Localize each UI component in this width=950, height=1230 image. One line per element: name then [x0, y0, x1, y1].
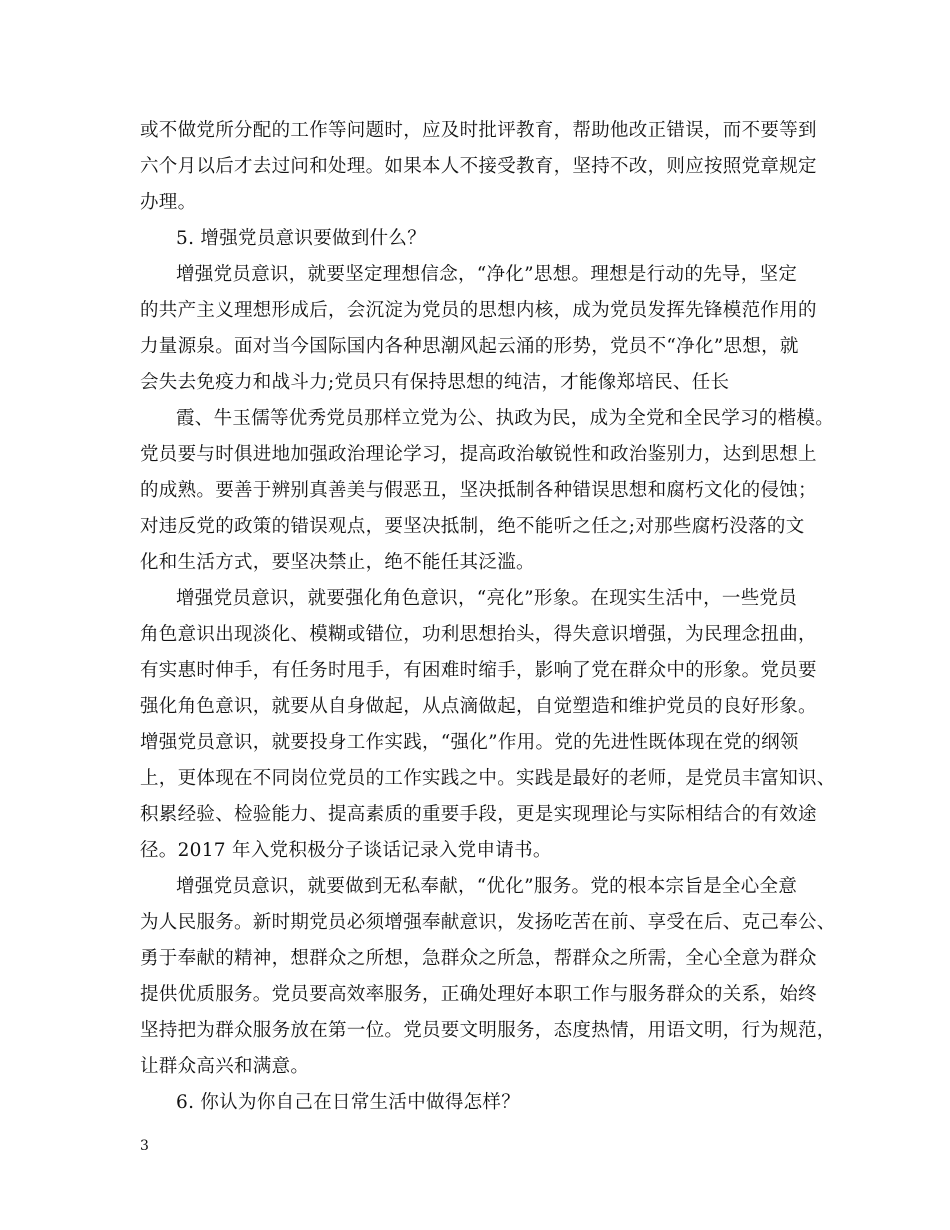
body-text-line: 上，更体现在不同岗位党员的工作实践之中。实践是最好的老师，是党员丰富知识、	[140, 768, 836, 789]
body-text-line: 勇于奉献的精神，想群众之所想，急群众之所急，帮群众之所需，全心全意为群众	[140, 948, 817, 969]
body-text-line: 有实惠时伸手，有任务时甩手，有困难时缩手，影响了党在群众中的形象。党员要	[140, 660, 817, 681]
body-text-line: 坚持把为群众服务放在第一位。党员要文明服务，态度热情，用语文明，行为规范，	[140, 1020, 836, 1041]
body-text-line: 对违反党的政策的错误观点，要坚决抵制，绝不能听之任之;对那些腐朽没落的文	[140, 516, 805, 537]
body-text-line: 增强党员意识，就要做到无私奉献，“优化”服务。党的根本宗旨是全心全意	[176, 876, 798, 897]
page-number: 3	[140, 1138, 149, 1154]
body-text-line: 或不做党所分配的工作等问题时，应及时批评教育，帮助他改正错误，而不要等到	[140, 120, 817, 141]
body-text-line: 的成熟。要善于辨别真善美与假恶丑，坚决抵制各种错误思想和腐朽文化的侵蚀；	[140, 480, 817, 501]
body-text-line: 力量源泉。面对当今国际国内各种思潮风起云涌的形势，党员不“净化”思想，就	[140, 336, 799, 357]
body-text-line: 增强党员意识，就要坚定理想信念，“净化”思想。理想是行动的先导，坚定	[176, 264, 798, 285]
body-text-line: 积累经验、检验能力、提高素质的重要手段，更是实现理论与实际相结合的有效途	[140, 804, 817, 825]
body-text-line: 强化角色意识，就要从自身做起，从点滴做起，自觉塑造和维护党员的良好形象。	[140, 696, 817, 717]
body-text-line: 的共产主义理想形成后，会沉淀为党员的思想内核，成为党员发挥先锋模范作用的	[140, 300, 817, 321]
body-text-line: 增强党员意识，就要投身工作实践，“强化”作用。党的先进性既体现在党的纲领	[140, 732, 799, 753]
body-text-line: 提供优质服务。党员要高效率服务，正确处理好本职工作与服务群众的关系，始终	[140, 984, 817, 1005]
question-heading: 5. 增强党员意识要做到什么？	[176, 228, 427, 249]
body-text-line: 会失去免疫力和战斗力;党员只有保持思想的纯洁，才能像郑培民、任长	[140, 372, 730, 393]
body-text-line: 办理。	[140, 192, 197, 213]
body-text-line: 增强党员意识，就要强化角色意识，“亮化”形象。在现实生活中，一些党员	[176, 588, 798, 609]
body-text-line: 化和生活方式，要坚决禁止，绝不能任其泛滥。	[140, 552, 535, 573]
body-text-line: 径。2017 年入党积极分子谈话记录入党申请书。	[140, 840, 552, 861]
body-text-line: 角色意识出现淡化、模糊或错位，功利思想抬头，得失意识增强，为民理念扭曲，	[140, 624, 817, 645]
body-text-line: 党员要与时俱进地加强政治理论学习，提高政治敏锐性和政治鉴别力，达到思想上	[140, 444, 817, 465]
body-text-line: 为人民服务。新时期党员必须增强奉献意识，发扬吃苦在前、享受在后、克己奉公、	[140, 912, 836, 933]
body-text-line: 霞、牛玉儒等优秀党员那样立党为公、执政为民，成为全党和全民学习的楷模。	[176, 408, 835, 429]
question-heading: 6. 你认为你自己在日常生活中做得怎样？	[176, 1092, 521, 1113]
body-text-line: 让群众高兴和满意。	[140, 1056, 310, 1077]
body-text-line: 六个月以后才去过问和处理。如果本人不接受教育，坚持不改，则应按照党章规定	[140, 156, 817, 177]
